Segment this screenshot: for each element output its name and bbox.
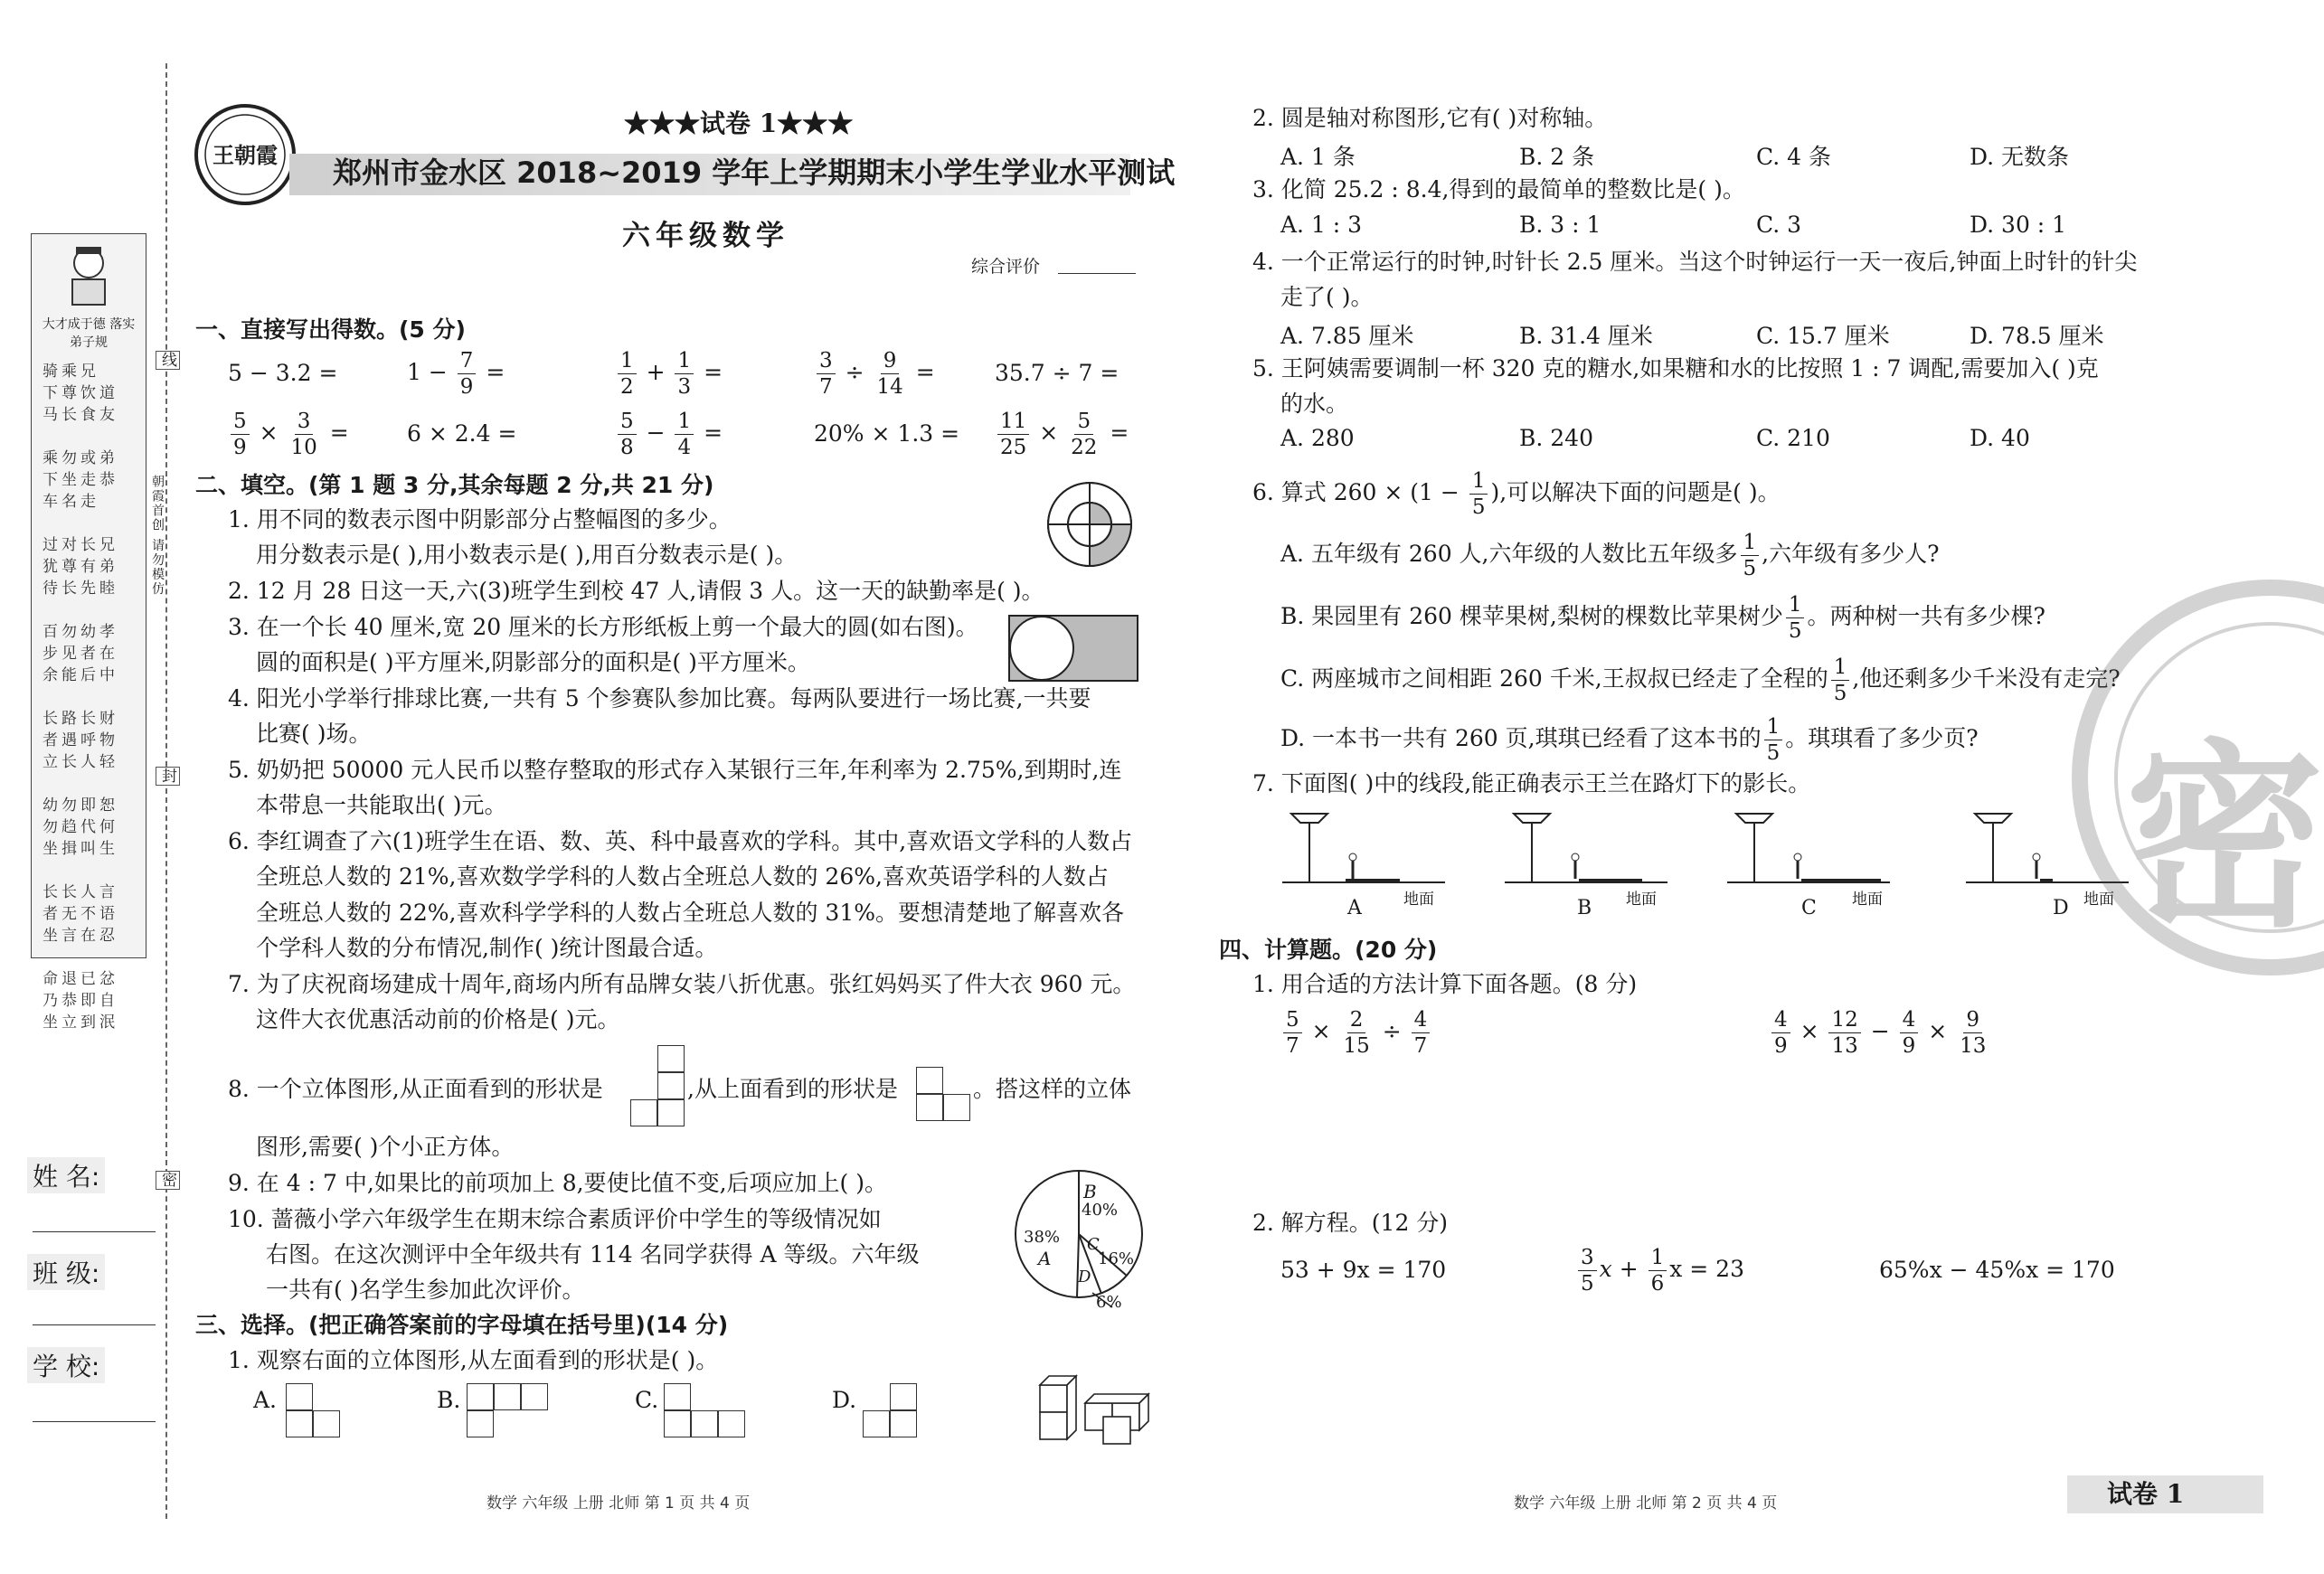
pie-label-b: B	[1083, 1181, 1097, 1202]
eval-line[interactable]	[1058, 273, 1136, 274]
choice-q5b: 的水。	[1280, 391, 1349, 417]
lamp-c-label: C	[1801, 897, 1817, 919]
calc-5: 35.7 ÷ 7 =	[995, 360, 1119, 386]
equation-2: $\frac{3}{5}$ x + $\frac{1}{6}$ x = 23	[1575, 1245, 1744, 1296]
fill-q4a: 4. 阳光小学举行排球比赛,一共有 5 个参赛队参加比赛。每两队要进行一场比赛,一共要	[228, 685, 1091, 712]
choice-q3: 3. 化简 25.2 : 8.4,得到的最简单的整数比是( )。	[1252, 176, 1745, 203]
choice-q6-d-text: D. 一本书一共有 260 页,琪琪已经看了这本书的	[1280, 725, 1762, 751]
lamp-a-label: A	[1347, 897, 1362, 919]
fill-q6b: 全班总人数的 21%,喜欢数学学科的人数占全班总人数的 26%,喜欢英语学科的人数占	[256, 863, 1109, 890]
fill-q6c: 全班总人数的 22%,喜欢科学学科的人数占全班总人数的 31%。要想清楚地了解喜欢各	[256, 900, 1124, 926]
cut-mark-xian: 线	[156, 351, 180, 370]
choice-q1-c[interactable]: C.	[635, 1387, 659, 1413]
lamp-d-ground: 地面	[2083, 891, 2114, 909]
lamp-c-ground: 地面	[1852, 891, 1883, 909]
choice-q4-d[interactable]: D. 78.5 厘米	[1970, 323, 2104, 349]
fill-q10c: 一共有( )名学生参加此次评价。	[266, 1277, 585, 1303]
choice-q5-a[interactable]: A. 280	[1280, 425, 1355, 451]
lamp-b-ground: 地面	[1626, 891, 1657, 909]
choice-q6-a[interactable]: A. 五年级有 260 人,六年级的人数比五年级多 $\frac{1}{5}$ ,六年级有多少人?	[1280, 531, 1940, 580]
fill-q1a: 1. 用不同的数表示图中阴影部分占整幅图的多少。	[228, 506, 732, 533]
calc-10: $\frac{11}{25}$ × $\frac{5}{22}$ =	[995, 409, 1129, 460]
choice-q2-a[interactable]: A. 1 条	[1280, 144, 1356, 170]
calc-7: 6 × 2.4 =	[407, 420, 517, 447]
watermark-stamp	[2053, 579, 2324, 976]
choice-q7: 7. 下面图( )中的线段,能正确表示王兰在路灯下的影长。	[1252, 770, 1811, 796]
equation-3: 65%x − 45%x = 170	[1879, 1257, 2115, 1283]
front-view-figure	[630, 1045, 685, 1126]
choice-q4a: 4. 一个正常运行的时钟,时针长 2.5 厘米。当这个时钟运行一天一夜后,钟面上时针的针尖	[1252, 249, 2138, 275]
fill-q3a: 3. 在一个长 40 厘米,宽 20 厘米的长方形纸板上剪一个最大的圆(如右图)。	[228, 614, 978, 640]
calc-q1: 1. 用合适的方法计算下面各题。(8 分)	[1252, 971, 1638, 997]
equation-2-tail: x = 23	[1669, 1256, 1744, 1282]
school-line[interactable]	[33, 1421, 156, 1422]
lamp-b-label: B	[1577, 897, 1592, 919]
choice-q6-b-tail: 。两种树一共有多少棵?	[1807, 603, 2045, 629]
choice-q5-b[interactable]: B. 240	[1519, 425, 1593, 451]
pie-label-c: C	[1087, 1235, 1100, 1254]
choice-q6-c[interactable]: C. 两座城市之间相距 260 千米,王叔叔已经走了全程的 $\frac{1}{5}$ ,他还剩多少千米没有走完?	[1280, 655, 2121, 705]
choice-q5a: 5. 王阿姨需要调制一杯 320 克的糖水,如果糖和水的比按照 1 : 7 调配,需要加入( )克	[1252, 355, 2099, 382]
fill-q6a: 6. 李红调查了六(1)班学生在语、数、英、科中最喜欢的学科。其中,喜欢语文学科的人数占	[228, 828, 1133, 854]
calc-q1-expr2: $\frac{4}{9}$ × $\frac{12}{13}$ − $\frac{4}{9}$ × $\frac{9}{13}$	[1769, 1007, 1991, 1059]
copyright-note: 朝霞首创 请勿模仿	[150, 475, 165, 597]
choice-q6-c-text: C. 两座城市之间相距 260 千米,王叔叔已经走了全程的	[1280, 665, 1828, 692]
option-d-figure	[863, 1383, 917, 1437]
fill-q8d: 图形,需要( )个小正方体。	[256, 1134, 515, 1160]
rect-circle-figure	[1008, 615, 1138, 685]
fill-q3b: 圆的面积是( )平方厘米,阴影部分的面积是( )平方厘米。	[256, 649, 810, 675]
fill-q8c: 。搭这样的立体	[973, 1076, 1132, 1102]
fill-q9: 9. 在 4 : 7 中,如果比的前项加上 8,要使比值不变,后项应加上( )。	[228, 1170, 887, 1196]
binding-dashed-line	[165, 63, 167, 1519]
name-label: 姓 名:	[27, 1157, 105, 1193]
calc-1: 5 − 3.2 =	[228, 360, 338, 386]
choice-q6-a-text: A. 五年级有 260 人,六年级的人数比五年级多	[1280, 541, 1738, 567]
section1-heading: 一、直接写出得数。(5 分)	[195, 316, 466, 343]
pie-value-a: 38%	[1024, 1228, 1061, 1247]
class-label: 班 级:	[27, 1254, 105, 1290]
fill-q5a: 5. 奶奶把 50000 元人民币以整存整取的形式存入某银行三年,年利率为 2.75%,到期时,连	[228, 757, 1122, 783]
fill-q2: 2. 12 月 28 日这一天,六(3)班学生到校 47 人,请假 3 人。这一天的缺勤率是( )。	[228, 578, 1044, 604]
fill-q7b: 这件大衣优惠活动前的价格是( )元。	[256, 1006, 620, 1032]
choice-q2-c[interactable]: C. 4 条	[1756, 144, 1831, 170]
footer-left: 数学 六年级 上册 北师 第 1 页 共 4 页	[487, 1494, 751, 1513]
choice-q3-b[interactable]: B. 3 : 1	[1519, 212, 1601, 238]
grade-pie-chart	[1011, 1166, 1147, 1311]
lamp-figure-a[interactable]	[1282, 805, 1445, 922]
svg-text:王朝霞: 王朝霞	[213, 142, 278, 168]
choice-q6-b-text: B. 果园里有 260 棵苹果树,梨树的棵数比苹果树少	[1280, 603, 1783, 629]
fill-q7a: 7. 为了庆祝商场建成十周年,商场内所有品牌女装八折优惠。张红妈妈买了件大衣 960 元。	[228, 971, 1136, 997]
pie-value-d: 6%	[1096, 1293, 1122, 1312]
cut-mark-mi: 密	[156, 1171, 180, 1190]
calc-2: 1 − $\frac{7}{9}$ =	[407, 349, 505, 399]
motto-panel	[31, 233, 146, 1032]
option-b-figure	[467, 1383, 548, 1437]
section2-heading: 二、填空。(第 1 题 3 分,其余每题 2 分,共 21 分)	[195, 472, 714, 498]
choice-q6-a-tail: ,六年级有多少人?	[1762, 541, 1940, 567]
cube-stack-figure	[1036, 1367, 1157, 1450]
footer-tag: 试卷 1	[2107, 1479, 2185, 1509]
choice-q2: 2. 圆是轴对称图形,它有( )对称轴。	[1252, 105, 1608, 131]
choice-q3-d[interactable]: D. 30 : 1	[1970, 212, 2067, 238]
choice-q1-a[interactable]: A.	[253, 1387, 278, 1413]
school-label: 学 校:	[27, 1347, 105, 1383]
shaded-circle-figure	[1044, 479, 1135, 573]
choice-q4-b[interactable]: B. 31.4 厘米	[1519, 323, 1653, 349]
verse-block: 骑乘兄 下尊饮道 马长食友 乘勿或弟 下坐走恭 车名走 过对长兄 犹尊有弟 待长先睦 百勿幼孝 步见者在 余能后中 长路长财 者遇呼物 立长人轻 幼勿即恕 勿趋代何 坐揖叫生 长长人言 者无不语 坐言在忍 命退已忿 乃恭即自 坐立到泯	[43, 363, 118, 1032]
calc-3: $\frac{1}{2}$ + $\frac{1}{3}$ =	[615, 348, 723, 400]
calc-9: 20% × 1.3 =	[814, 420, 960, 447]
publisher-logo	[192, 101, 298, 208]
choice-q1-b[interactable]: B.	[437, 1387, 461, 1413]
calc-q1-expr1: $\frac{5}{7}$ × $\frac{2}{15}$ ÷ $\frac{4}{7}$	[1280, 1007, 1432, 1059]
choice-q3-a[interactable]: A. 1 : 3	[1280, 212, 1363, 238]
fill-q10a: 10. 蔷薇小学六年级学生在期末综合素质评价中学生的等级情况如	[228, 1206, 882, 1232]
choice-q6-c-tail: ,他还剩多少千米没有走完?	[1852, 665, 2121, 692]
calc-6: $\frac{5}{9}$ × $\frac{3}{10}$ =	[228, 409, 349, 460]
equation-1: 53 + 9x = 170	[1280, 1257, 1447, 1283]
subject-title: 六年级数学	[622, 220, 789, 252]
pie-label-d: D	[1078, 1268, 1091, 1287]
motto-text: 大才成于德 落实弟子规	[42, 317, 136, 350]
choice-q3-c[interactable]: C. 3	[1756, 212, 1802, 238]
calc-q2: 2. 解方程。(12 分)	[1252, 1210, 1449, 1236]
choice-q6-d-tail: 。琪琪看了多少页?	[1785, 725, 1979, 751]
fill-q1b: 用分数表示是( ),用小数表示是( ),用百分数表示是( )。	[256, 542, 798, 568]
choice-q6: 6. 算式 260 × (1 − $\frac{1}{5}$ ),可以解决下面的问题是( )。	[1252, 469, 1781, 519]
option-a-figure	[286, 1383, 340, 1437]
lamp-d-label: D	[2053, 897, 2069, 919]
pie-value-c: 16%	[1098, 1249, 1135, 1268]
section4-heading: 四、计算题。(20 分)	[1219, 937, 1438, 963]
choice-q1: 1. 观察右面的立体图形,从左面看到的形状是( )。	[228, 1347, 719, 1373]
fill-q6d: 个学科人数的分布情况,制作( )统计图最合适。	[256, 935, 718, 961]
footer-right: 数学 六年级 上册 北师 第 2 页 共 4 页	[1514, 1494, 1778, 1513]
calc-4: $\frac{3}{7}$ ÷ $\frac{9}{14}$ =	[814, 348, 935, 400]
fill-q4b: 比赛( )场。	[256, 721, 372, 747]
pie-label-a: A	[1038, 1248, 1052, 1269]
name-line[interactable]	[33, 1231, 156, 1232]
calc-8: $\frac{5}{8}$ − $\frac{1}{4}$ =	[615, 409, 723, 460]
fill-q8b: ,从上面看到的形状是	[687, 1076, 898, 1102]
choice-q6-lead: 6. 算式 260 × (1 −	[1252, 479, 1460, 505]
class-line[interactable]	[33, 1324, 156, 1325]
fill-q8a: 8. 一个立体图形,从正面看到的形状是	[228, 1076, 603, 1102]
choice-q1-d[interactable]: D.	[832, 1387, 857, 1413]
fill-q10b: 右图。在这次测评中全年级共有 114 名同学获得 A 等级。六年级	[266, 1241, 920, 1268]
cut-mark-feng: 封	[156, 767, 180, 786]
choice-q2-d[interactable]: D. 无数条	[1970, 144, 2070, 170]
stamp-text: 密	[2125, 720, 2324, 954]
exam-title: 郑州市金水区 2018~2019 学年上学期期末小学生学业水平测试	[333, 156, 1176, 190]
choice-q5-c[interactable]: C. 210	[1756, 425, 1830, 451]
banner-label: ★★★试卷 1★★★	[624, 108, 854, 138]
top-view-figure	[916, 1067, 970, 1121]
pie-value-b: 40%	[1082, 1201, 1119, 1220]
lamp-a-ground: 地面	[1403, 891, 1434, 909]
fill-q5b: 本带息一共能取出( )元。	[256, 792, 507, 818]
choice-q4-a[interactable]: A. 7.85 厘米	[1280, 323, 1414, 349]
lamp-figure-c[interactable]	[1727, 805, 1890, 922]
choice-q6-tail: ),可以解决下面的问题是( )。	[1490, 479, 1781, 505]
choice-q4b: 走了( )。	[1280, 284, 1374, 310]
choice-q2-b[interactable]: B. 2 条	[1519, 144, 1595, 170]
choice-q6-d[interactable]: D. 一本书一共有 260 页,琪琪已经看了这本书的 $\frac{1}{5}$ 。琪琪看了多少页?	[1280, 715, 1979, 765]
choice-q5-d[interactable]: D. 40	[1970, 425, 2030, 451]
lamp-figure-b[interactable]	[1505, 805, 1667, 922]
eval-label: 综合评价	[971, 257, 1041, 277]
option-c-figure	[664, 1383, 745, 1437]
choice-q4-c[interactable]: C. 15.7 厘米	[1756, 323, 1890, 349]
choice-q6-b[interactable]: B. 果园里有 260 棵苹果树,梨树的棵数比苹果树少 $\frac{1}{5}$ 。两种树一共有多少棵?	[1280, 593, 2045, 643]
section3-heading: 三、选择。(把正确答案前的字母填在括号里)(14 分)	[195, 1312, 729, 1338]
scholar-cartoon	[63, 243, 114, 306]
